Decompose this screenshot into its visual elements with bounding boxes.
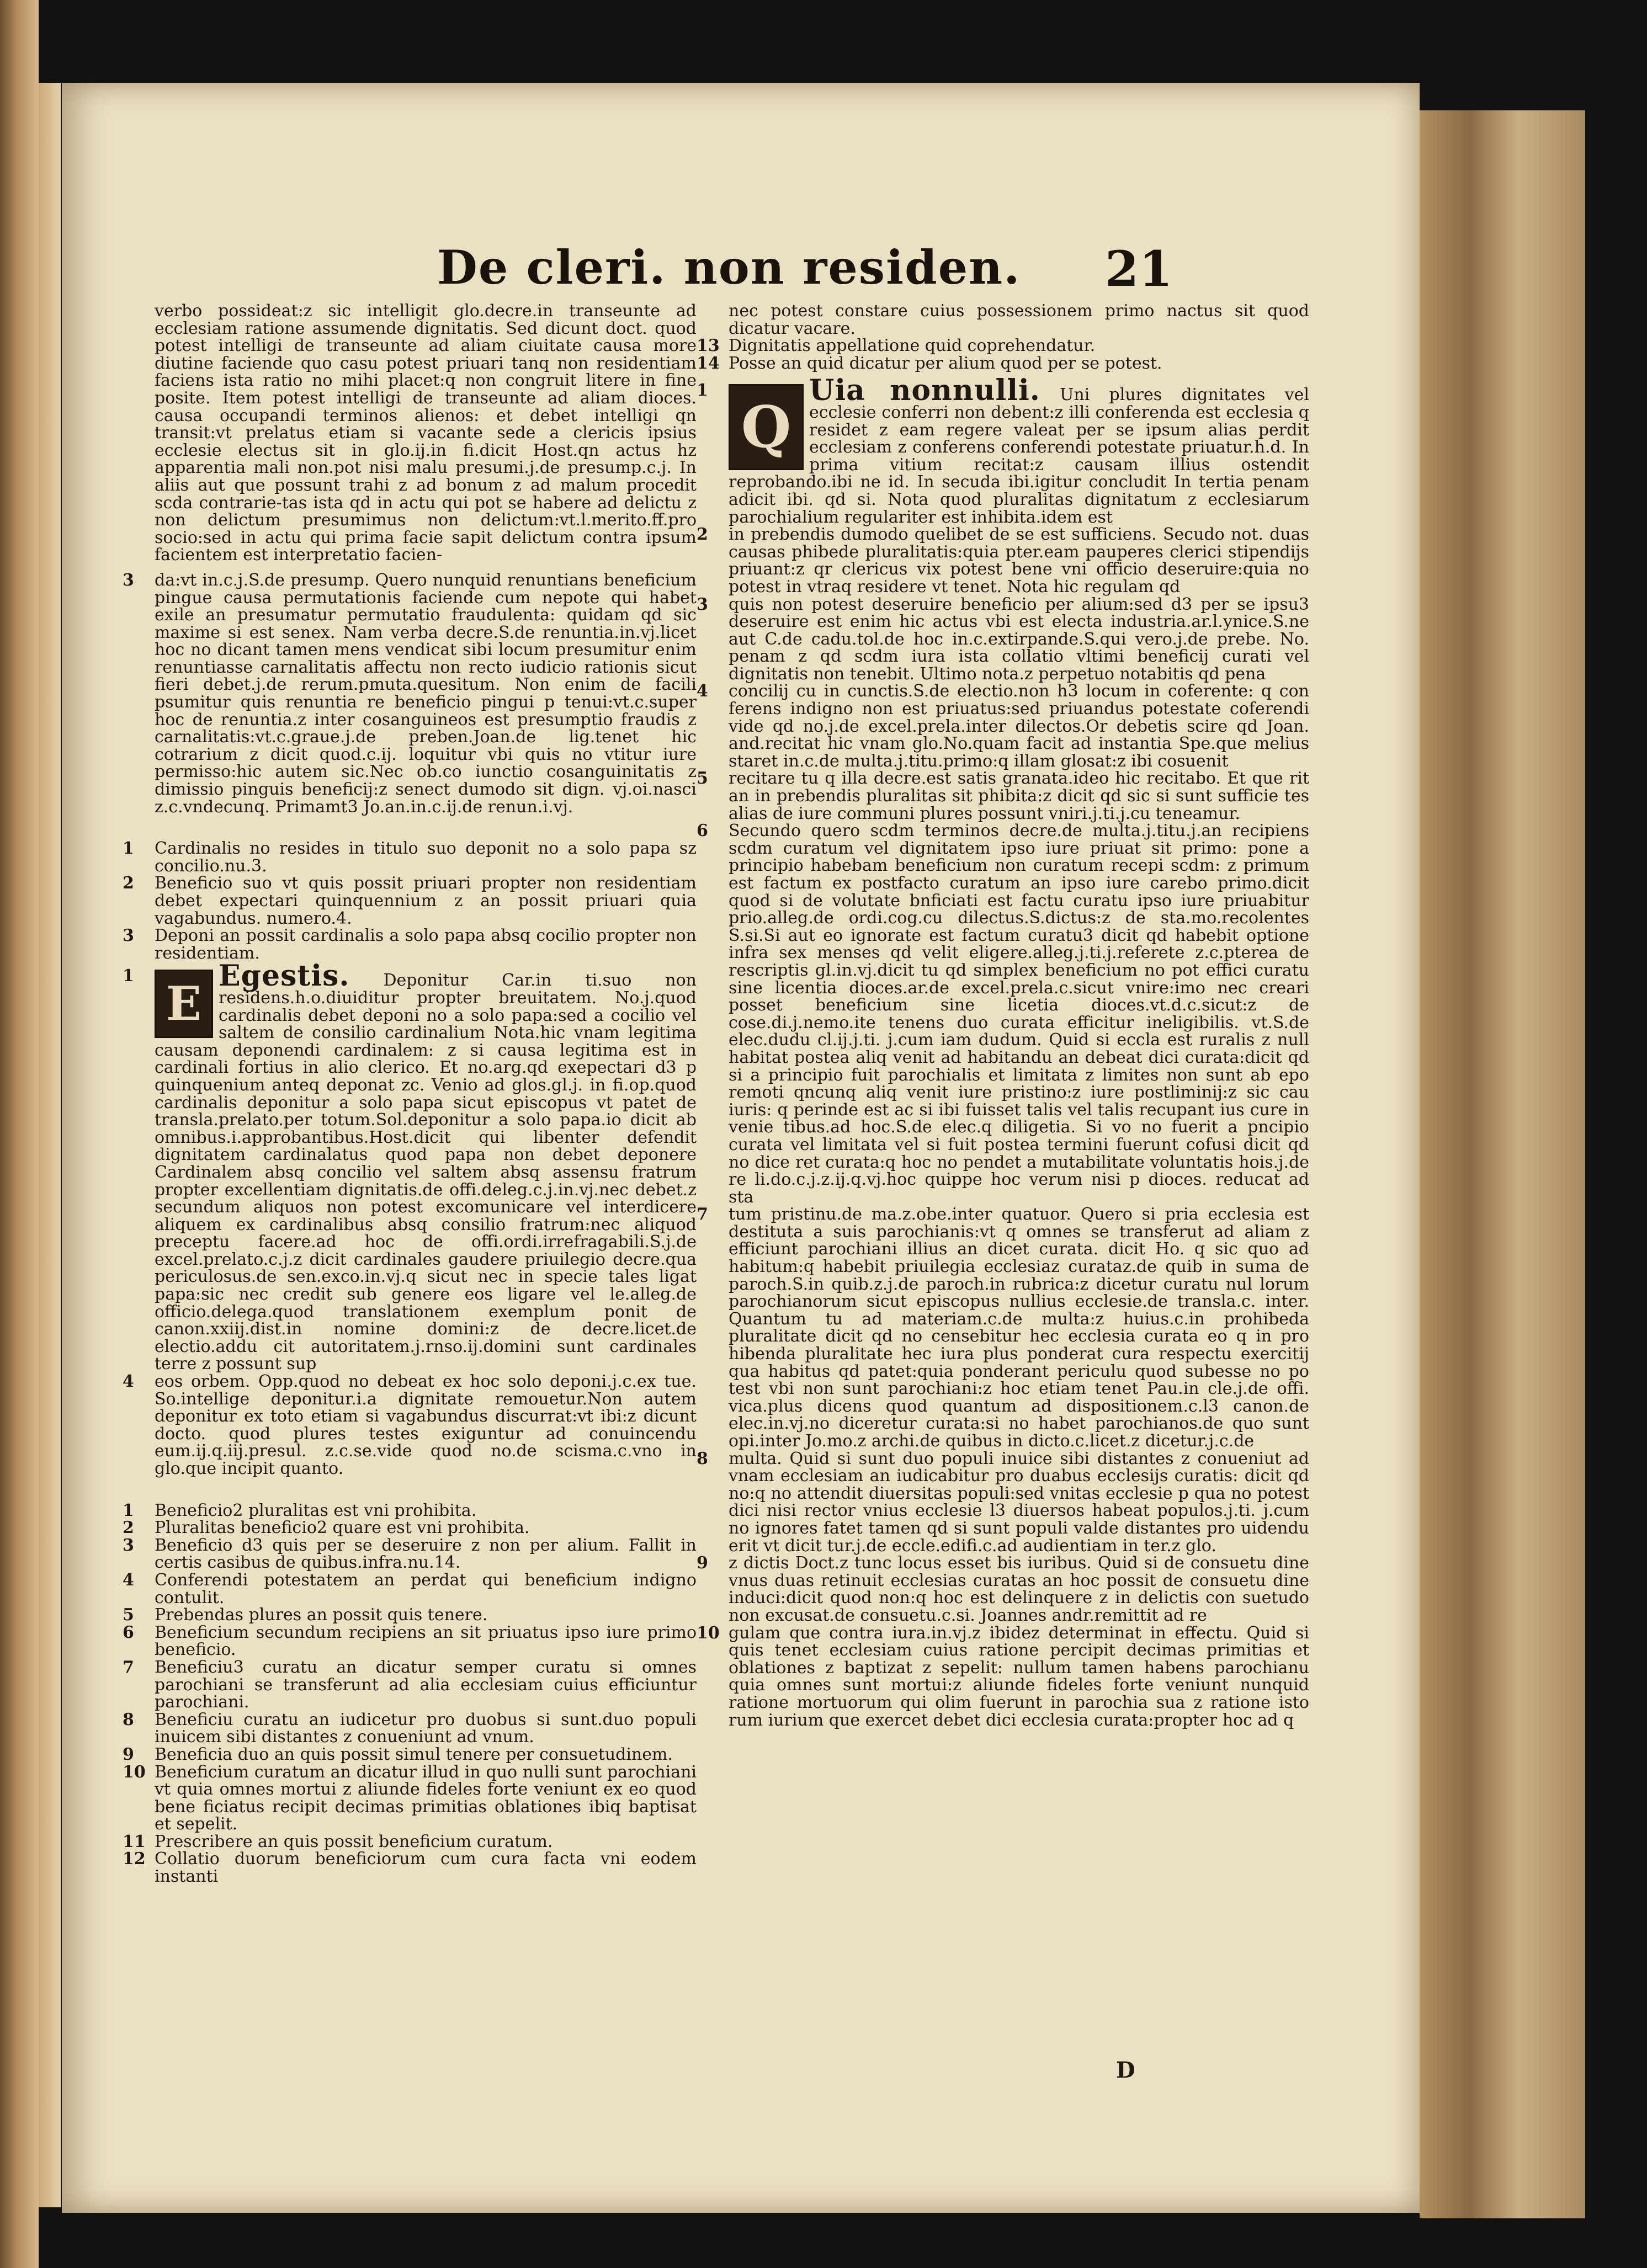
paragraph: 7 tum pristinu.de ma.z.obe.inter quatuor. Quero si pria ecclesia est destituta a suis parochianis:vt q omnes se transferut ad aliam z efficiunt parochiani illius an dicet curata. dicit Ho. q sic quo ad habitum:q habebit priuilegia ecclesiaz curataz.de quib in suma de paroch.S.in quib.z.j.de paroch.in rubrica:z dicetur curatu nul lorum parochianorum sicut episcopus nullius ecclesie.de transla.c. inter. Quantum tu ad materiam.c.de multa:z huius.c.in prohibeda pluralitate dicit qd no censebitur hec ecclesia curata eo q in pro hibenda pluralitate hec iura plus ponderat cura respectu exercitij qua habitus qd patet:quia ponderant periculu quod subesse no po test vbi non sunt parochiani:z hoc etiam tenet Pau.in cle.j.de offi. vica.plus dicens quod quantum ad dispositionem.c.l3 canon.de elec.in.vj.no diceretur curata:si no habet parochianos.de quo sunt opi.inter Jo.mo.z archi.de quibus in dicto.c.licet.z dicetur.j.c.de: [697, 1205, 1309, 1451]
paragraph-number: 1: [697, 381, 708, 401]
summary-item: 14 Posse an quid dicatur per alium quod per se potest.: [697, 353, 1162, 373]
paragraph-text: Deponitur Car.in ti.suo non residens.h.o.diuiditur propter breuitatem. No.j.quod cardinalis debet deponi no a solo papa:sed a cocilio vel saltem de consilio cardinalium Nota.hic vnam legitima causam deponendi cardinalem: z si causa legitima est in cardinali fortius in alio clerico. Et no.arg.qd exepectari d3 p quinquenium anteq deponat zc. Venio ad glos.gl.j. in fi.op.quod cardinalis deponitur a solo papa sicut episcopus vt patet de transla.prelato.per totum.Sol.deponitur a solo papa.io dicit ab omnibus.i.approbantibus.Host.dicit qui libenter defendit dignitatem cardinalatus quod papa non debet deponere Cardinalem absq concilio vel saltem absq assensu fratrum propter excellentiam dignitatis.de offi.deleg.c.j.in.vj.nec debet.z secundum aliquos non potest excomunicare vel interdicere aliquem ex cardinalibus absq consilio fratrum:nec aliquod preceptu facere.ad hoc de offi.ordi.irrefragabili.S.j.de excel.prelato.c.j.z dicit cardinales gaudere priuilegio decre.qua periculosus.de sen.exco.in.vj.q sicut nec in specie tales ligat papa:sic nec credit sub genere eos ligare vel le.alleg.de officio.delega.quod translationem exemplum ponit de canon.xxiij.dist.in nomine domini:z de decre.licet.de electio.addu cit autoritatem.j.rnso.ij.domini sunt cardinales terre z possunt sup: [155, 971, 697, 1374]
paragraph-number: 1: [123, 966, 134, 986]
commentary-section: [123, 959, 697, 1478]
summary-item: 1 Beneficio2 pluralitas est vni prohibita.: [123, 1500, 477, 1520]
paragraph: 5 recitare tu q illa decre.est satis granata.ideo hic recitabo. Et que rit an in prebendis pluralitas sit phibita:z dicit qd sic si sunt sufficie tes alias de iure communi plures possunt vniri.j.ti.j.cu teneamur.: [697, 769, 1309, 823]
decorated-initial: E: [155, 970, 213, 1038]
paragraph: 4 concilij cu in cunctis.S.de electio.non h3 locum in coferente: q con ferens indigno non est priuatus:sed priuandus potestate coferendi vide qd no.j.de excel.prela.inter dilectos.Or debetis scire qd Joan. and.recitat hic vnam glo.No.quam facit ad instantia Spe.que melius staret in.c.de multa.j.titu.primo:q illam glosat:z ibi cosuenit: [697, 682, 1309, 771]
summary-list: [123, 840, 697, 962]
paragraph: 2 in prebendis dumodo quelibet de se est sufficiens. Secudo not. duas causas phibede pluralitatis:quia pter.eam pauperes clerici stipendijs priuant:z qr clericus vix potest bene vni officio deseruire:quia no potest in vtraq residere vt tenet. Nota hic regulam qd: [697, 525, 1309, 597]
summary-item: 1 Cardinalis no resides in titulo suo deponit no a solo papa sz concilio.nu.3.: [123, 839, 697, 876]
paragraph: 8 multa. Quid si sunt duo populi inuice sibi distantes z conueniut ad vnam ecclesiam an iudicabitur pro duabus ecclesijs curatis: dicit qd no:q no attendit diuersitas populi:sed vnitas ecclesie p qua no potest dici nisi rector vnius ecclesie l3 diuersos habeat populos.j.ti. j.cum no ignores fatet tamen qd si sunt populi valde distantes pro uidendu erit vt dicit tur.j.de eccle.edifi.c.ad audientiam in ter.z glo.: [697, 1449, 1309, 1556]
paragraph-text: eos orbem. Opp.quod no debeat ex hoc solo deponi.j.c.ex tue. So.intellige deponitur.i.a dignitate remouetur.Non autem deponitur ex toto etiam si vagabundus discurrat:vt ibi:z dicunt docto. quod plures testes exiguntur ad conuincendu eum.ij.q.iij.presul. z.c.se.vide quod no.de scisma.c.vno in glo.que incipit quanto.: [155, 1372, 697, 1478]
summary-item: 4 Conferendi potestatem an perdat qui beneficium indigno contulit.: [123, 1570, 697, 1607]
page-number: 21: [1105, 240, 1173, 297]
paragraph: [123, 572, 697, 816]
paragraph-number: 4: [123, 1372, 134, 1392]
commentary-section: [697, 374, 1309, 1730]
right-column: [697, 302, 1309, 1737]
summary-item: 9 Beneficia duo an quis possit simul tenere per consuetudinem.: [123, 1744, 673, 1764]
decorated-initial: Q: [729, 384, 804, 470]
summary-item: 11 Prescribere an quis possit beneficium curatum.: [123, 1832, 553, 1851]
summary-item: 6 Beneficium secundum recipiens an sit priuatus ipso iure primo beneficio.: [123, 1622, 697, 1660]
summary-item: 10 Beneficium curatum an dicatur illud in quo nulli sunt parochiani vt quia omnes mortui z aliunde fideles forte veniunt ex eo quod bene ficiatus recipit decimas primitias oblationes ibiq baptisat et sepelit.: [123, 1762, 697, 1834]
book-page: [62, 83, 1420, 2213]
paragraph-text: Uni plures dignitates vel ecclesie conferri non debent:z illi conferenda est ecclesia q residet z eam regere valeat per se ipsum alias perdit ecclesiam z conferens conferendi potestate priuatur.h.d. In prima vitium recitat:z causam illius ostendit reprobando.ibi ne id. In secuda ibi.igitur concludit In tertia penam adicit ibi. qd si. Nota quod pluralitas dignitatum z ecclesiarum parochialium regulariter est inhibita.idem est: [729, 385, 1309, 527]
page-header: [62, 240, 1420, 301]
paragraph-text: verbo possideat:z sic intelligit glo.decre.in transeunte ad ecclesiam ratione assumende dignitatis. Sed dicunt doct. quod potest intelligi de transeunte ad aliam ciuitate causa more diutine faciende quo casu potest priuari tanq non residentiam faciens ista ratio no mihi placet:q non congruit litere in fine posite. Item potest intelligi de transeunte ad aliam dioces. causa occupandi terminos alienos: et debet intelligi qn transit:vt prelatus etiam si vacante sede a clericis ipsius ecclesie electus sit in glo.ij.in fi.dicit Host.qn actus hz apparentia mali non.pot nisi malu presumi.j.de presump.c.j. In aliis aut que possunt trahi z ad bonum z ad malum procedit scda contrarie-tas ista qd in actu qui pot se habere ad delictu z non delictum presumimus non delictum:vt.l.merito.ff.pro socio:sed in actu qui prima facie sapit delictum contra ipsum facientem est interpretatio facien-: [155, 301, 697, 565]
facing-page-margin: [39, 83, 61, 2207]
paragraph: 3 quis non potest deseruire beneficio per alium:sed d3 per se ipsu3 deseruire est enim hic actus vbi est electa industria.ar.l.ynice.S.ne aut C.de cadu.tol.de hoc in.c.extirpande.S.qui vero.j.de prebe. No. penam z qd scdm iura ista collatio vltimi beneficij curati vel dignitatis non tenebit. Ultimo nota.z perpetuo notabitis qd pena: [697, 594, 1309, 684]
paragraph-text: da:vt in.c.j.S.de presump. Quero nunquid renuntians beneficium pingue causa permutationis faciende cum nepote qui habet exile an presumatur permutatio fraudulenta: quidam qd sic maxime si est senex. Nam verba decre.S.de renuntia.in.vj.licet hoc no dicant tamen mens vendicat sibi locum presumitur enim renuntiasse carnalitatis affectu non recto iudicio rationis sicut fieri debet.j.de rerum.pmuta.quesitum. Non enim de facili psumitur quis renuntia re beneficio pingui p tenui:vt.c.super hoc de renuntia.z inter cosanguineos est presumptio fraudis z carnalitatis:vt.c.graue.j.de preben.Joan.de lig.tenet hic cotrarium z dicit quod.c.ij. loquitur vbi quis no vtitur iure permisso:hic autem sic.Nec ob.co iunctio cosanguinitatis z dimissio pinguis beneficij:z senect dumodo sit dign. vj.oi.nasci z.c.vndecunq. Primamt3 Jo.an.in.c.ij.de renun.i.vj.: [155, 570, 697, 817]
summary-item: 13 Dignitatis appellatione quid coprehendatur.: [697, 336, 1096, 356]
paragraph: [697, 374, 1309, 527]
summary-list: [123, 1502, 697, 1886]
paragraph-number: 3: [123, 570, 134, 590]
paragraph: 10 gulam que contra iura.in.vj.z ibidez determinat in effectu. Quid si quis tenet ecclesiam cuius ratione percipit decimas primitias et oblationes z baptizat z sepelit: nullum tamen habens parochianu quia omnes sunt mortui:z aliunde fideles forte veniunt nunquid ratione mortuorum qui olim fuerunt in parochia sua z ratione isto rum iurium que exercet debet dici ecclesia curata:propter hoc ad q: [697, 1623, 1309, 1730]
summary-item: 5 Prebendas plures an possit quis tenere.: [123, 1605, 488, 1625]
summary-item: 2 Beneficio suo vt quis possit priuari propter non residentiam debet expectari quinquennium z an possit priuari quia vagabundus. numero.4.: [123, 874, 697, 928]
section-lead-word: Uia nonnulli.: [809, 374, 1040, 408]
summary-item: 3 Beneficio d3 quis per se deseruire z non per alium. Fallit in certis casibus de quibus.infra.nu.14.: [123, 1535, 697, 1573]
catchword: D: [1116, 2057, 1135, 2083]
running-title: De cleri. non residen.: [437, 240, 1021, 295]
book-fore-edge: [1420, 110, 1585, 2218]
facing-page-edge: [0, 0, 39, 2268]
left-column: [123, 302, 697, 1886]
paragraph: [123, 302, 697, 564]
summary-item: nec potest constare cuius possessionem primo nactus sit quod dicatur vacare.: [729, 301, 1309, 338]
paragraph: 6 Secundo quero scdm terminos decre.de multa.j.titu.j.an recipiens scdm curatum vel dignitatem ipso iure priuat sit primo: pone a principio habebam beneficium non curatum recepi scdm: z primum est factum ex postfacto curatum an ipso iure carebo primo.dicit quod si de volutate bnficiati est factu curatu ipso iure priuabitur prio.alleg.de ordi.cog.cu dilectus.S.dictus:z de sta.mo.recolentes S.si.Si aut eo ignorate est factum curatu3 dicit qd habebit optione infra sex menses qd velit eligere.alleg.j.ti.j.referete z.c.ptereа de rescriptis gl.in.vj.dicit tu qd simplex beneficium no pot effici curatu sine licentia dioces.ar.de excel.prela.c.sicut vnire:imo nec creari posset beneficium sine licetia dioces.vt.d.c.sicut:z de cose.di.j.nemo.ite tenens duo curata efficitur ineligibilis. vt.S.de elec.dudu cl.ij.j.ti. j.cum iam dudum. Quid si eccla est ruralis z null habitat postea aliq venit ad habitandu an debeat dici curata:dicit qd si a principio fuit parochialis et limitata z limites non sunt ab epo remoti qncunq aliq venit iure pristino:z iure postliminij:z sic cau iuris: q perinde est ac si ibi fuisset talis vel talis recupant ius cure in venie tibus.ad hoc.S.de elec.q diligetia. Si vo no fuerit a pncipio curata vel limitata vel si fuit postea termini fuerunt cofusi dicit qd no dice ret curata:q hoc no pendet a mutabilitate voluntatis hois.j.de re li.do.c.j.z.ij.q.vj.hoc quippe hoc verum nisi p dioces. reducat ad sta: [697, 821, 1309, 1207]
summary-item: 8 Beneficiu curatu an iudicetur pro duobus si sunt.duo populi inuicem sibi distantes z conueniunt ad vnum.: [123, 1710, 697, 1747]
summary-list: [697, 302, 1309, 372]
summary-item: 12 Collatio duorum beneficiorum cum cura facta vni eodem instanti: [123, 1849, 697, 1887]
summary-item: 2 Pluralitas beneficio2 quare est vni prohibita.: [123, 1518, 530, 1538]
paragraph: 9 z dictis Doct.z tunc locus esset bis iuribus. Quid si de consuetu dine vnus duas retinuit ecclesias curatas an hoc possit de consuetu dine induci:dicit quod non:q hoc est delinquere z in delictis con suetudo non excusat.de consuetu.c.si. Joannes andr.remittit ad re: [697, 1553, 1309, 1625]
section-lead-word: Egestis.: [219, 959, 350, 993]
summary-item: 3 Deponi an possit cardinalis a solo papa absq cocilio propter non residentiam.: [123, 926, 697, 963]
summary-item: 7 Beneficiu3 curatu an dicatur semper curatu si omnes parochiani se transferunt ad alia ecclesiam cuius efficiuntur parochiani.: [123, 1657, 697, 1712]
